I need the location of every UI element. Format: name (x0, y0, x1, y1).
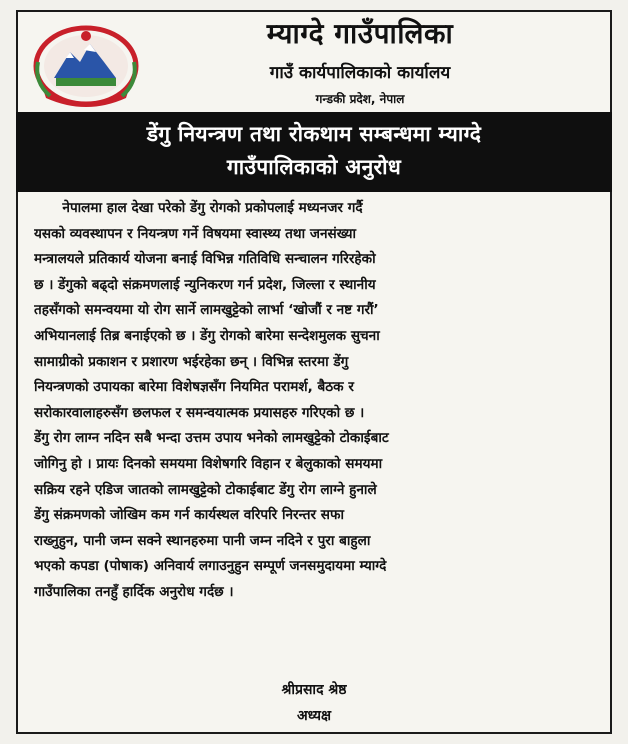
body-line: नेपालमा हाल देखा परेको डेंगु रोगको प्रकोपलाई मध्यनजर गर्दै (34, 200, 363, 216)
body-line: अभियानलाई तिब्र बनाईएको छ । डेंगु रोगको बारेमा सन्देशमुलक सुचना (34, 327, 380, 344)
body-line: यसको व्यवस्थापन र नियन्त्रण गर्ने विषयमा स्वास्थ्य तथा जनसंख्या (34, 225, 357, 242)
body-line: डेंगु संक्रमणको जोखिम कम गर्न कार्यस्थल वरिपरि निरन्तर सफा (34, 507, 344, 524)
municipality-name: म्याग्दे गाउँपालिका (266, 17, 454, 50)
location-text: गन्डकी प्रदेश, नेपाल (315, 92, 405, 106)
body-line: तहसँगको समन्वयमा यो रोग सार्ने लामखुट्टेको लार्भा ‘खोजौं र नष्ट गरौं’ (34, 302, 379, 319)
office-name: गाउँ कार्यपालिकाको कार्यालय (269, 63, 451, 83)
body-line: गाउँपालिका तनहुँ हार्दिक अनुरोध गर्दछ । (34, 583, 234, 600)
notice-title-banner (16, 112, 612, 192)
notice-title-line-1: डेंगु नियन्त्रण तथा रोकथाम सम्बन्धमा म्याग्दे (146, 122, 482, 146)
body-line: सक्रिय रहने एडिज जातको लामखुट्टेको टोकाईबाट डेंगु रोग लाग्ने हुनाले (34, 481, 377, 498)
body-line: मन्त्रालयले प्रतिकार्य योजना बनाई विभिन्न गतिविधि सन्चालन गरिरहेको (34, 251, 376, 268)
body-line: भएको कपडा (पोषाक) अनिवार्य लगाउनुहुन सम्पूर्ण जनसमुदायमा म्याग्दे (34, 558, 387, 575)
body-line: नियन्त्रणको उपायका बारेमा विशेषज्ञसँग नियमित परामर्श, बैठक र (34, 379, 354, 396)
notice-title-line-2: गाउँपालिकाको अनुरोध (226, 155, 402, 179)
body-line: जोगिनु हो । प्रायः दिनको समयमा विशेषगरि विहान र बेलुकाको समयमा (34, 455, 383, 472)
body-line: डेंगु रोग लाग्न नदिन सबै भन्दा उत्तम उपाय भनेको लामखुट्टेको टोकाईबाट (34, 430, 389, 447)
notice-body (34, 196, 602, 606)
body-line: सामाग्रीको प्रकाशन र प्रशारण भईरहेका छन् । विभिन्न स्तरमा डेंगु (34, 353, 349, 370)
municipality-emblem-icon (30, 22, 142, 108)
signatory-title: अध्यक्ष (296, 708, 332, 724)
body-line: सरोकारवालाहरुसँग छलफल र समन्वयात्मक प्रयासहरु गरिएको छ । (34, 404, 365, 421)
body-line: छ । डेंगुको बढ्दो संक्रमणलाई न्युनिकरण गर्न प्रदेश, जिल्ला र स्थानीय (34, 276, 376, 293)
body-line: राख्नुहुन, पानी जम्न सक्ने स्थानहरुमा पानी जम्न नदिने र पुरा बाहुला (34, 532, 371, 549)
signatory-name: श्रीप्रसाद श्रेष्ठ (281, 682, 347, 698)
